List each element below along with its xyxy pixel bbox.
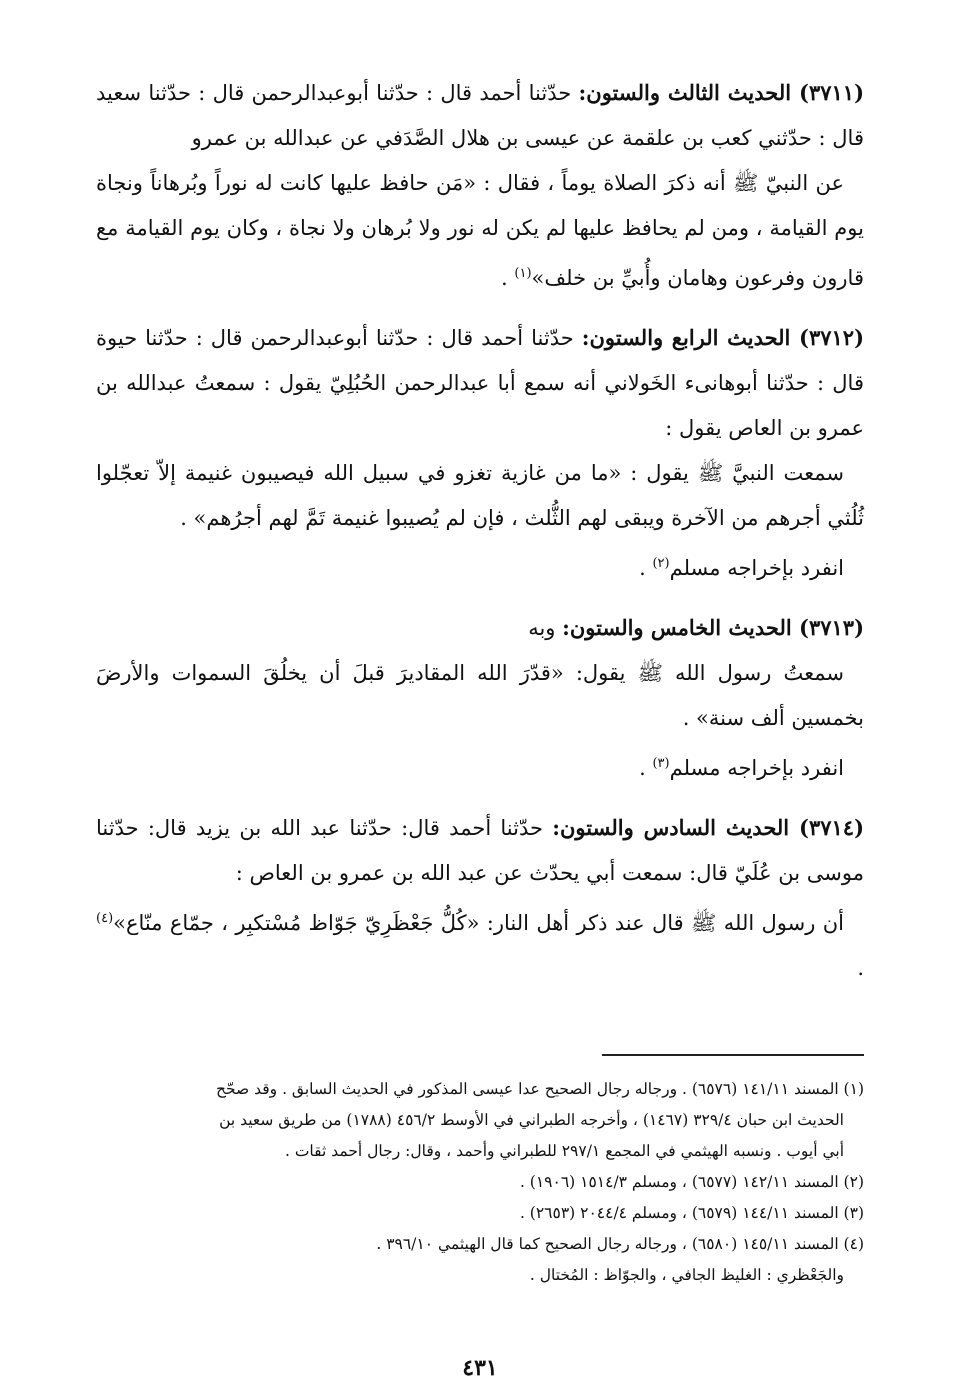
footnote-3: (٣) المسند ١٤٤/١١ (٦٥٧٩) ، ومسلم ٢٠٤٤/٤ (٢٦٥٣) . (519, 1204, 864, 1222)
hadith-isnad (96, 70, 864, 161)
takhrij-note: انفرد بإخراجه مسلم$^{(٣)}$ . (639, 756, 844, 780)
footnote-4-continued: والجَعْظري : الغليظ الجافي ، والجوّاظ : المُختال . (529, 1266, 844, 1284)
hadith-chain: حدّثنا أحمد قال: حدّثنا عبد الله بن يزيد قال: حدّثنا موسى بن عُلَيّ قال: سمعت أبي يحدّث عن عبد الله بن عمرو بن العاص : (96, 816, 864, 885)
footnote-ref: (٤) (96, 911, 114, 926)
hadith-heading: (٣٧١٤) الحديث السادس والستون: (552, 815, 865, 840)
hadith-isnad (96, 605, 864, 651)
hadith-matn: سمعت النبيَّ ﷺ يقول : «ما من غازية تغزو في سبيل الله فيصيبون غنيمة إلاّ تعجّلوا ثُلُثي أجرهم من الآخرة ويبقى لهم الثُّلث ، فإن لم يُصيبوا غنيمة تَمَّ لهم أجرُهم» . (96, 461, 864, 530)
footnote-ref: (١) (514, 266, 532, 281)
footnote-1-continued: أبي أيوب . ونسبه الهيثمي في المجمع ٢٩٧/١ للطبراني وأحمد ، وقال: رجال أحمد ثقات . (284, 1142, 844, 1160)
hadith-isnad (96, 805, 864, 896)
hadith-matn: عن النبيّ ﷺ أنه ذكرَ الصلاة يوماً ، فقال : «مَن حافظ عليها كانت له نوراً وبُرهاناً ونجاة يوم القيامة ، ومن لم يحافظ عليها لم يكن له نور ولا بُرهان ولا نجاة ، وكان يوم القيامة مع قارون وفرعون وهامان وأُبيِّ بن خلف»$^{(١)}$ . (96, 171, 864, 290)
footnote-ref: (٣) (652, 756, 670, 771)
hadith-chain: حدّثنا أحمد قال : حدّثنا أبوعبدالرحمن قال : حدّثنا حيوة قال : حدّثنا أبوهانىء الخَولاني أنه سمع أبا عبدالرحمن الحُبُلِيّ يقول : سمعتُ عبدالله بن عمرو بن العاص يقول : (96, 326, 864, 440)
hadith-3713 (96, 605, 864, 791)
footnote-1-continued: الحديث ابن حبان ٣٢٩/٤ (١٤٦٧) ، وأخرجه الطبراني في الأوسط ٤٥٦/٢ (١٧٨٨) من طريق سعيد بن (219, 1111, 844, 1129)
footnotes (96, 1074, 864, 1291)
hadith-matn: أن رسول الله ﷺ قال عند ذكر أهل النار: «كُلُّ جَعْظَرِيّ جَوّاظ مُسْتكبِر ، جمّاع منّاع»$^{(٤)}$ . (96, 911, 864, 980)
hadith-3714 (96, 805, 864, 991)
hadith-matn: سمعتُ رسول الله ﷺ يقول: «قدّرَ الله المقاديرَ قبلَ أن يخلُقَ السموات والأرضَ بخمسين ألف سنة» . (96, 661, 864, 730)
hadith-3711 (96, 70, 864, 301)
hadith-chain: حدّثنا أحمد قال : حدّثنا أبوعبدالرحمن قال : حدّثنا سعيد قال : حدّثني كعب بن علقمة عن عيسى بن هلال الصَّدَفي عن عبدالله بن عمرو (96, 81, 864, 150)
hadith-heading: (٣٧١١) الحديث الثالث والستون: (578, 80, 864, 105)
footnote-4: (٤) المسند ١٤٥/١١ (٦٥٨٠) ، ورجاله رجال الصحيح كما قال الهيثمي ٣٩٦/١٠ . (376, 1235, 864, 1253)
book-page (96, 70, 865, 1381)
footnote-2: (٢) المسند ١٤٢/١١ (٦٥٧٧) ، ومسلم ١٥١٤/٣ (١٩٠٦) . (519, 1173, 864, 1191)
hadith-heading: (٣٧١٣) الحديث الخامس والستون: (562, 615, 864, 640)
hadith-3712 (96, 315, 864, 591)
footnote-ref: (٢) (652, 556, 670, 571)
footnote-1: (١) المسند ١٤١/١١ (٦٥٧٦) . ورجاله رجال الصحيح عدا عيسى المذكور في الحديث السابق . وقد صحّح (216, 1080, 864, 1098)
footnote-separator (602, 1054, 864, 1056)
hadith-chain: وبه (528, 616, 563, 640)
hadith-heading: (٣٧١٢) الحديث الرابع والستون: (581, 325, 864, 350)
page-number: ٤٣١ (462, 1355, 498, 1381)
hadith-isnad (96, 315, 864, 451)
takhrij-note: انفرد بإخراجه مسلم$^{(٢)}$ . (639, 556, 844, 580)
